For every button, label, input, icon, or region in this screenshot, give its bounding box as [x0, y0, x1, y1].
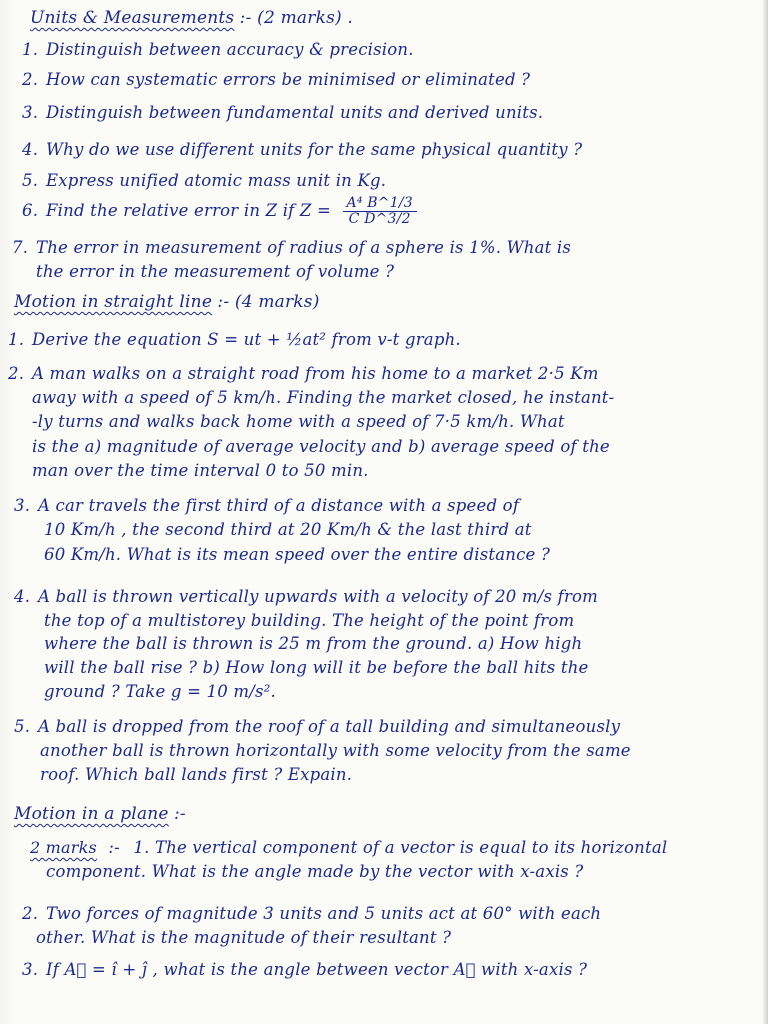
straight-marks: :- (4 marks): [217, 292, 320, 312]
plane-q2-line2: other. What is the magnitude of their resultant ?: [36, 928, 452, 947]
straight-q3-line2: 10 Km/h , the second third at 20 Km/h & the last third at: [44, 520, 532, 539]
units-heading-row: [30, 8, 353, 28]
straight-q4-line1: 4. A ball is thrown vertically upwards with a velocity of 20 m/s from: [14, 587, 599, 606]
straight-q3-line1: 3. A car travels the first third of a distance with a speed of: [14, 496, 520, 515]
fraction-denominator: C D^3/2: [348, 211, 411, 227]
plane-q2-line1: 2. Two forces of magnitude 3 units and 5 units act at 60° with each: [22, 904, 602, 923]
straight-heading-row: [14, 292, 320, 312]
units-q2: 2. How can systematic errors be minimised or eliminated ?: [22, 70, 531, 89]
plane-q3: 3. If A⃗ = î + ĵ , what is the angle between vector A⃗ with x-axis ?: [22, 960, 588, 979]
plane-q1-line1: 2 marks :- 1. The vertical component of a vector is equal to its horizontal: [30, 838, 668, 857]
plane-subheading-2marks: 2 marks: [30, 838, 97, 857]
straight-q4-line2: the top of a multistorey building. The height of the point from: [44, 611, 575, 630]
units-q4: 4. Why do we use different units for the same physical quantity ?: [22, 140, 583, 159]
units-q7-line1: 7. The error in measurement of radius of a sphere is 1%. What is: [12, 238, 572, 257]
straight-q1: 1. Derive the equation S = ut + ½at² from v-t graph.: [8, 330, 461, 349]
units-q5: 5. Express unified atomic mass unit in Kg.: [22, 171, 387, 190]
straight-q2-line4: is the a) magnitude of average velocity and b) average speed of the: [32, 437, 610, 456]
straight-q5-line1: 5. A ball is dropped from the roof of a tall building and simultaneously: [14, 717, 621, 736]
straight-q4-line5: ground ? Take g = 10 m/s².: [44, 682, 276, 701]
plane-marks: :-: [174, 804, 186, 824]
units-q6: 6. Find the relative error in Z if Z = $\frac{\text{A⁴ B\textasciicircum{}1/3}}{\text{C D\textasciicircum{}3/2}}$: [22, 196, 417, 227]
units-marks: :- (2 marks) .: [239, 8, 354, 28]
straight-q2-line3: -ly turns and walks back home with a speed of 7·5 km/h. What: [32, 412, 565, 431]
straight-q5-line2: another ball is thrown horizontally with some velocity from the same: [40, 741, 631, 760]
straight-q2-line5: man over the time interval 0 to 50 min.: [32, 461, 369, 480]
straight-q2-line1: 2. A man walks on a straight road from his home to a market 2·5 Km: [8, 364, 599, 383]
straight-q3-line3: 60 Km/h. What is its mean speed over the entire distance ?: [44, 545, 550, 564]
plane-q1-line2: component. What is the angle made by the vector with x-axis ?: [46, 862, 584, 881]
straight-q5-line3: roof. Which ball lands first ? Expain.: [40, 765, 353, 784]
plane-heading: Motion in a plane: [14, 804, 169, 824]
units-q7-line2: the error in the measurement of volume ?: [36, 262, 395, 281]
straight-q4-line4: will the ball rise ? b) How long will it be before the ball hits the: [44, 658, 589, 677]
fraction-numerator: A⁴ B^1/3: [343, 196, 417, 212]
straight-q2-line2: away with a speed of 5 km/h. Finding the market closed, he instant-: [32, 388, 615, 407]
straight-heading: Motion in straight line: [14, 292, 213, 312]
page-edge-shadow: [762, 0, 768, 1024]
plane-heading-row: [14, 804, 186, 824]
units-heading: Units & Measurements: [30, 8, 235, 28]
units-q1: 1. Distinguish between accuracy & precision.: [22, 40, 414, 59]
straight-q4-line3: where the ball is thrown is 25 m from the ground. a) How high: [44, 634, 583, 653]
units-q3: 3. Distinguish between fundamental units and derived units.: [22, 103, 544, 122]
relative-error-fraction: [343, 196, 417, 227]
